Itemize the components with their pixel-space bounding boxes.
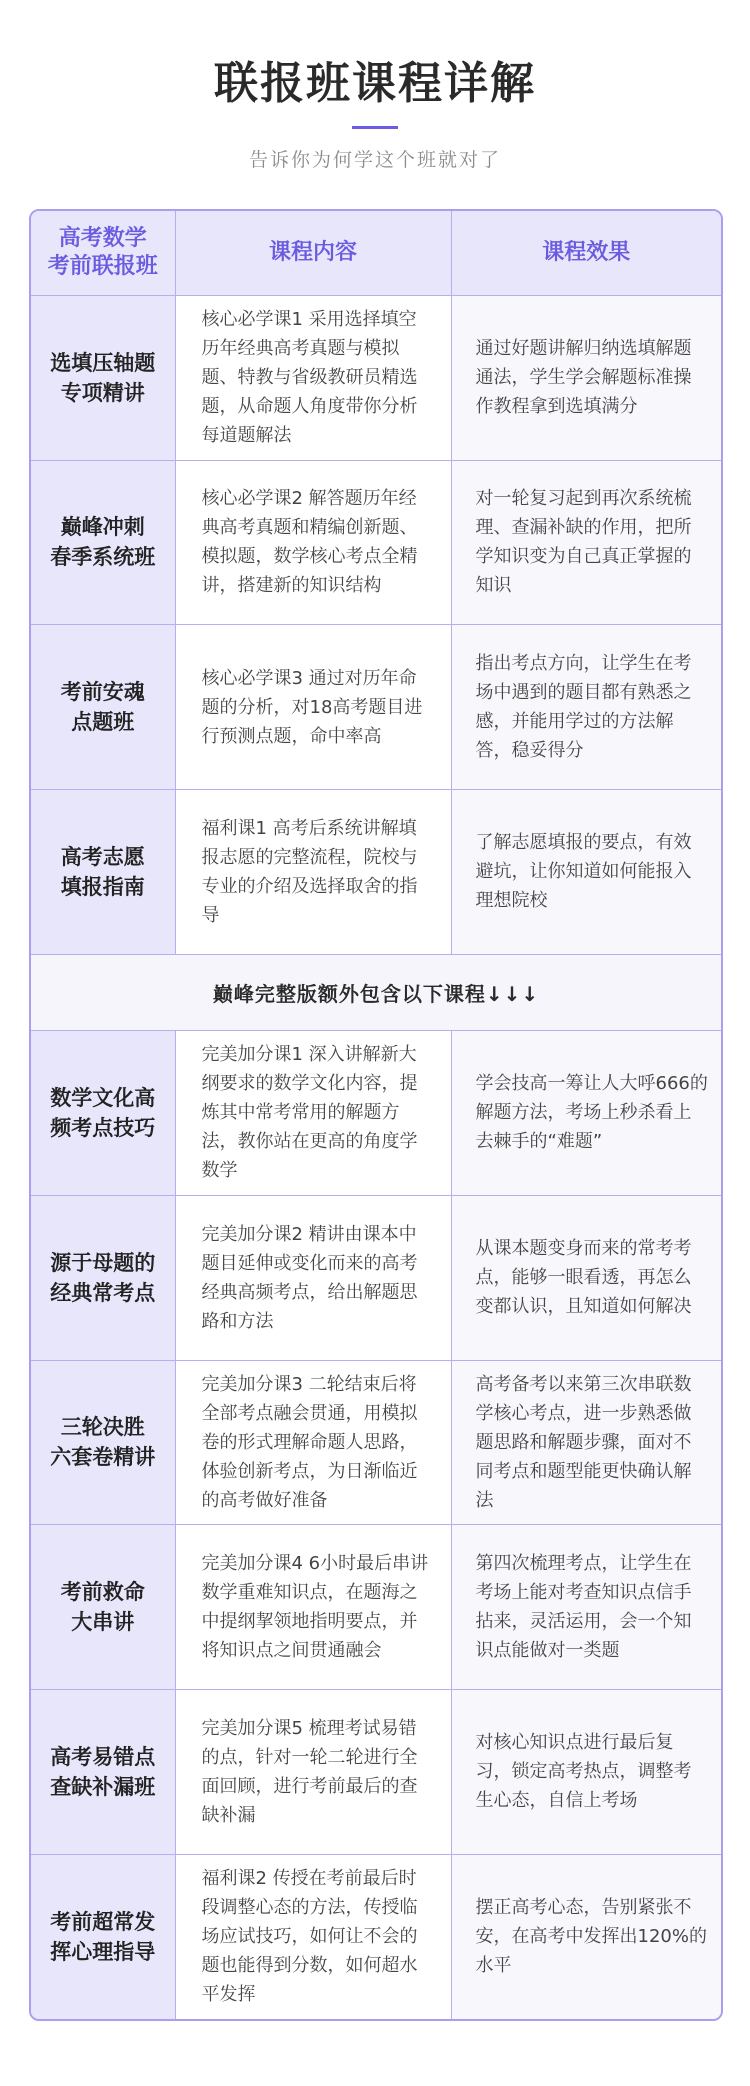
course-name: 巅峰冲刺 春季系统班 — [31, 460, 175, 625]
course-name: 数学文化高 频考点技巧 — [31, 1031, 175, 1196]
page-title: 联报班课程详解 — [214, 58, 536, 109]
course-name: 考前超常发 挥心理指导 — [31, 1854, 175, 2019]
column-header-content: 课程内容 — [175, 211, 451, 295]
course-name: 考前安魂 点题班 — [31, 625, 175, 790]
course-effect: 指出考点方向，让学生在考场中遇到的题目都有熟悉之感，并能用学过的方法解答，稳妥得分 — [451, 625, 721, 790]
course-name: 考前救命 大串讲 — [31, 1525, 175, 1690]
course-effect: 高考备考以来第三次串联数学核心考点，进一步熟悉做题思路和解题步骤，面对不同考点和题型能更快确认解法 — [451, 1360, 721, 1525]
table-row — [31, 1031, 721, 1196]
course-content: 完美加分课1 深入讲解新大纲要求的数学文化内容，提炼其中常考常用的解题方法，教你站在更高的角度学数学 — [175, 1031, 451, 1196]
course-content: 完美加分课2 精讲由课本中题目延伸或变化而来的高考经典高频考点，给出解题思路和方法 — [175, 1195, 451, 1360]
table-row — [31, 1689, 721, 1854]
course-name: 选填压轴题 专项精讲 — [31, 295, 175, 460]
extra-courses-note: 巅峰完整版额外包含以下课程↓↓↓ — [31, 954, 721, 1030]
course-content: 核心必学课3 通过对历年命题的分析，对18高考题目进行预测点题，命中率高 — [175, 625, 451, 790]
course-effect: 第四次梳理考点，让学生在考场上能对考查知识点信手拈来，灵活运用，会一个知识点能做对一类题 — [451, 1525, 721, 1690]
separator-row — [31, 954, 721, 1030]
column-header-effect: 课程效果 — [451, 211, 721, 295]
course-content: 完美加分课5 梳理考试易错的点，针对一轮二轮进行全面回顾，进行考前最后的查缺补漏 — [175, 1689, 451, 1854]
table-row — [31, 295, 721, 460]
course-effect: 从课本题变身而来的常考考点，能够一眼看透，再怎么变都认识，且知道如何解决 — [451, 1195, 721, 1360]
course-effect: 了解志愿填报的要点，有效避坑，让你知道如何能报入理想院校 — [451, 790, 721, 955]
page-subtitle: 告诉你为何学这个班就对了 — [248, 149, 501, 171]
title-underline — [352, 126, 398, 129]
course-content: 福利课2 传授在考前最后时段调整心态的方法，传授临场应试技巧，如何让不会的题也能得到分数，如何超水平发挥 — [175, 1854, 451, 2019]
table-header-row — [31, 211, 721, 295]
course-effect: 对一轮复习起到再次系统梳理、查漏补缺的作用，把所学知识变为自己真正掌握的知识 — [451, 460, 721, 625]
course-name: 源于母题的 经典常考点 — [31, 1195, 175, 1360]
table-row — [31, 460, 721, 625]
course-content: 福利课1 高考后系统讲解填报志愿的完整流程，院校与专业的介绍及选择取舍的指导 — [175, 790, 451, 955]
course-name: 高考志愿 填报指南 — [31, 790, 175, 955]
course-table — [29, 209, 723, 2021]
course-name: 三轮决胜 六套卷精讲 — [31, 1360, 175, 1525]
table-row — [31, 1525, 721, 1690]
table-row — [31, 790, 721, 955]
course-effect: 摆正高考心态，告别紧张不安，在高考中发挥出120%的水平 — [451, 1854, 721, 2019]
course-content: 完美加分课4 6小时最后串讲数学重难知识点，在题海之中提纲挈领地指明要点，并将知识点之间贯通融会 — [175, 1525, 451, 1690]
course-name: 高考易错点 查缺补漏班 — [31, 1689, 175, 1854]
course-content: 完美加分课3 二轮结束后将全部考点融会贯通，用模拟卷的形式理解命题人思路，体验创新考点，为日渐临近的高考做好准备 — [175, 1360, 451, 1525]
course-content: 核心必学课2 解答题历年经典高考真题和精编创新题、模拟题，数学核心考点全精讲，搭建新的知识结构 — [175, 460, 451, 625]
page-header — [0, 0, 750, 175]
table-row — [31, 625, 721, 790]
table-row — [31, 1360, 721, 1525]
table-row — [31, 1854, 721, 2019]
course-content: 核心必学课1 采用选择填空历年经典高考真题与模拟题、特教与省级教研员精选题，从命题人角度带你分析每道题解法 — [175, 295, 451, 460]
table-corner-label: 高考数学 考前联报班 — [31, 211, 175, 295]
table-row — [31, 1195, 721, 1360]
course-effect: 对核心知识点进行最后复习，锁定高考热点，调整考生心态，自信上考场 — [451, 1689, 721, 1854]
course-effect: 学会技高一筹让人大呼666的解题方法，考场上秒杀看上去棘手的“难题” — [451, 1031, 721, 1196]
course-effect: 通过好题讲解归纳选填解题通法，学生学会解题标准操作教程拿到选填满分 — [451, 295, 721, 460]
